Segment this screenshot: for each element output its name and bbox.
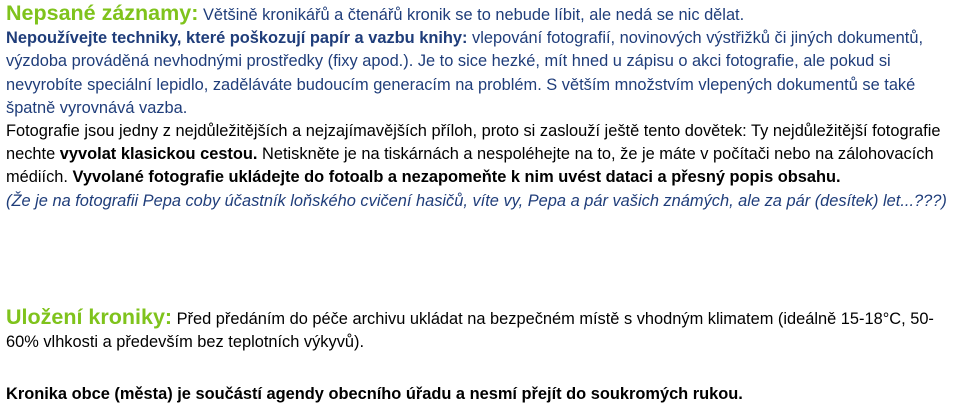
section-ownership [6,383,956,406]
section-storage [6,306,956,354]
techniques-warning: Nepoužívejte techniky, které poškozují papír a vazbu knihy: [6,29,468,48]
intro-text: Většině kronikářů a čtenářů kronik se to nebude líbit, ale nedá se nic dělat. [198,6,745,24]
ownership-statement: Kronika obce (města) je součástí agendy obecního úřadu a nesmí přejít do soukromých rukou. [6,385,743,403]
techniques-examples: vlepování fotografií, novinových výstřižků či jiných dokumentů, výzdoba prováděná nevhodnými prostředky (fixy apod.). [6,29,923,71]
photos-develop-classic: vyvolat klasickou cestou. [59,145,258,164]
photos-intro: Fotografie jsou jedny z nejdůležitějších a nejzajímavějších příloh, proto si zaslouží ještě tento dovětek: Ty nejdůležitější fotografie nechte [6,122,941,164]
photos-example-note: (Že je na fotografii Pepa coby účastník loňského cvičení hasičů, víte vy, Pepa a pár vašich známých, ale za pár (desítek) let...???) [6,191,947,210]
storage-text: Před předáním do péče archivu ukládat na bezpečném místě s vhodným klimatem (ideálně 15-18°C, 50-60% vlhkosti a především bez teplotních výkyvů). [6,310,934,352]
intro-paragraph [6,2,956,27]
photos-albums-advice: Vyvolané fotografie ukládejte do fotoalb a nezapomeňte k nim uvést dataci a přesný popis obsahu. [72,168,841,187]
photos-no-printing: Netiskněte je na tiskárnách a nespoléhejte na to, že je máte v počítači nebo na zálohovacích médiích. [6,145,934,187]
techniques-paragraph [6,27,956,120]
photos-paragraph [6,120,956,190]
section-heading-storage: Uložení kroniky: [6,305,173,329]
section-unwritten-records [6,2,956,213]
storage-paragraph [6,306,956,354]
techniques-explanation: Je to sice hezké, mít hned u zápisu o akci fotografie, ale pokud si nevyrobíte speciální lepidlo, zaděláváte budoucím generacím na problém. S větším množstvím vlepených dokumentů se také špatně vyrovnává vazba. [6,52,916,117]
section-heading-unwritten-records: Nepsané záznamy: [6,1,199,25]
